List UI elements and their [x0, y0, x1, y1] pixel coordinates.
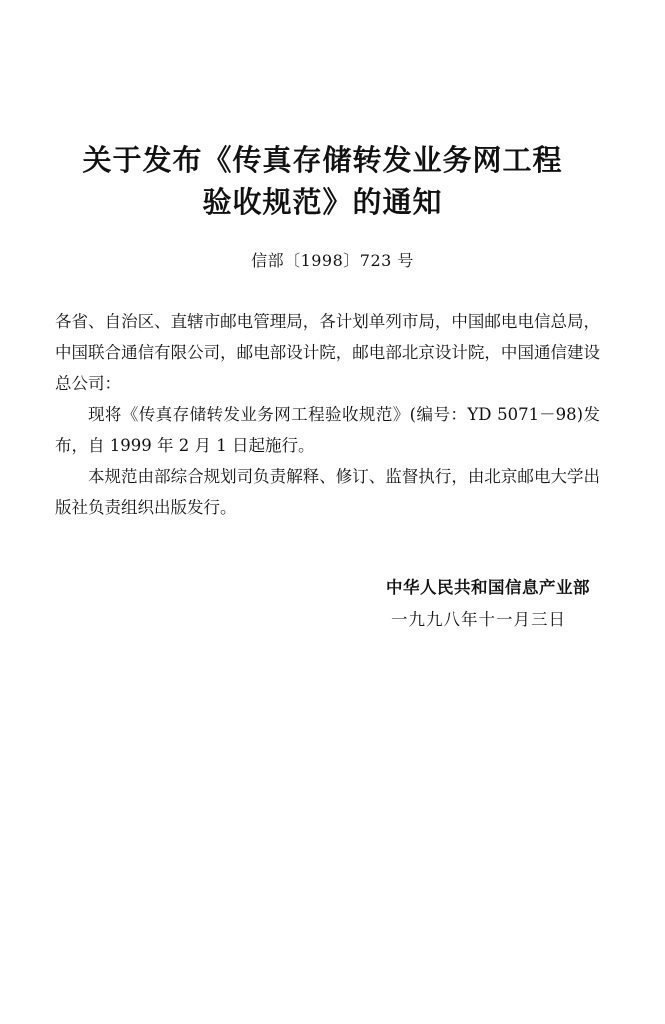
issuing-organization: 中华人民共和国信息产业部 [386, 578, 590, 597]
issue-date: 一九九八年十一月三日 [391, 610, 566, 629]
interpretation-paragraph: 本规范由部综合规划司负责解释、修订、监督执行，由北京邮电大学出版社负责组织出版发行。 [55, 467, 600, 517]
release-paragraph: 现将《传真存储转发业务网工程验收规范》(编号：YD 5071－98)发布，自 1999 年 2 月 1 日起施行。 [55, 405, 600, 455]
notice-title-line-1: 关于发布《传真存储转发业务网工程 [82, 143, 563, 177]
document-number: 信部〔1998〕723 号 [251, 251, 414, 270]
notice-title-line-2: 验收规范》的通知 [202, 185, 443, 219]
addressee-paragraph: 各省、自治区、直辖市邮电管理局，各计划单列市局，中国邮电电信总局，中国联合通信有限公司，邮电部设计院，邮电部北京设计院，中国通信建设总公司： [55, 312, 600, 393]
